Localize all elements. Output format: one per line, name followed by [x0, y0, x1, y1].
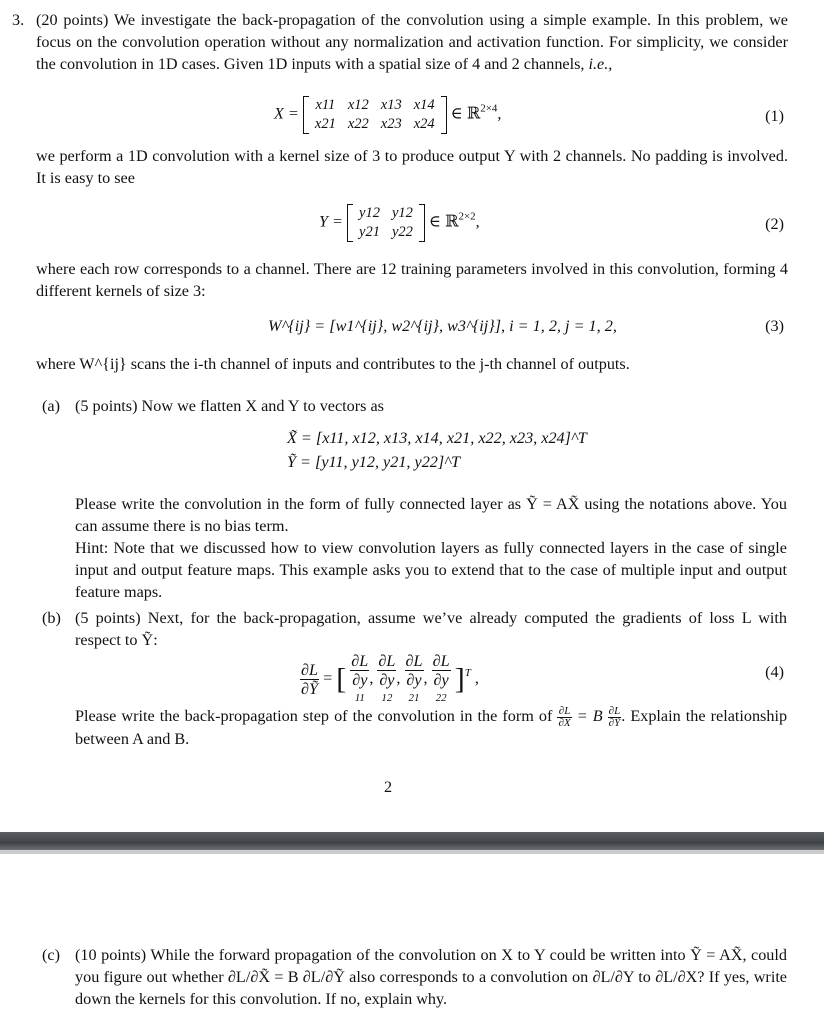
y21-cell: y21 — [359, 224, 380, 240]
intro-text: (20 points) We investigate the back-propagation of the convolution using a simple example. In this problem, we focus on the convolution operation without any normalization and activation function. For simplicity, we consider the convolution in 1D cases. Given 1D inputs with a spatial size of 4 and 2 channels, — [36, 11, 788, 73]
eq2-trail: , — [475, 212, 480, 231]
ie-text: i.e., — [588, 54, 613, 73]
eq2-lhs: Y = — [319, 212, 343, 231]
x12-cell: x12 — [347, 97, 369, 113]
eq1-trail: , — [497, 104, 502, 123]
eq3-body: W^{ij} = [w1^{ij}, w2^{ij}, w3^{ij}], i = 1, 2, j = 1, 2, — [268, 317, 617, 335]
matrix-x — [303, 96, 447, 134]
eq1-lhs: X = — [274, 104, 299, 123]
part-c-label: (c) — [42, 946, 60, 964]
part-c-text: (10 points) While the forward propagation of the convolution on X to Y could be written into Ỹ = AX̃, could you figure out whether ∂L/∂X̃ = B ∂L/∂Ỹ also corresponds to a convolution on ∂L/∂Y to ∂L/∂X? If yes, write down the kernels for this convolution. If no, explain why. — [75, 946, 787, 1008]
equation-4: $\frac{\partial L}{\text{∂Ỹ}}$ = [ ∂L ∂y 11 , ∂L ∂y 12 , ∂L ∂y 21 , ∂L ∂y 22 ]$^T$ , (4) — [301, 652, 784, 704]
part-a-intro: (5 points) Now we flatten X and Y to vectors as — [75, 397, 384, 415]
question-intro — [36, 10, 788, 75]
eq3-number: (3) — [765, 317, 784, 335]
x-tilde-vector: X̃ = [x11, x12, x13, x14, x21, x22, x23, x24]^T — [287, 429, 587, 447]
question-number: 3. — [12, 11, 25, 29]
x11-cell: x11 — [315, 97, 336, 113]
y12-cell: y12 — [391, 205, 413, 221]
page-separator — [0, 832, 824, 850]
eq1-number: (1) — [765, 107, 784, 125]
x24-cell: x24 — [413, 116, 435, 132]
part-b-body-start: Please write the back-propagation step of the convolution in the form of — [75, 707, 553, 726]
y11-cell: y12 — [359, 205, 380, 221]
part-a-label: (a) — [42, 397, 60, 415]
eq1-rhs: ∈ ℝ — [450, 104, 481, 123]
x22-cell: x22 — [347, 116, 369, 132]
part-a-body: Please write the convolution in the form of fully connected layer as Ỹ = AX̃ using the notations above. You can assume there is no bias term. — [75, 495, 787, 535]
y22-cell: y22 — [391, 224, 413, 240]
page-number: 2 — [383, 778, 393, 796]
part-b-body: Please write the back-propagation step of the convolution in the form of $\frac{\partial L}{\partial X̃}$ = B $\frac{\partial L}{\text{∂Ỹ}}$ . Explain the relationship between A and B. — [75, 705, 788, 748]
eq2-number: (2) — [765, 215, 784, 233]
text-conv-description: we perform a 1D convolution with a kernel size of 3 to produce output Y with 2 channels. No padding is involved. It is easy to see — [36, 147, 788, 187]
x13-cell: x13 — [380, 97, 402, 113]
y-tilde-vector: Ỹ = [y11, y12, y21, y22]^T — [287, 453, 461, 471]
part-b-body-end: Explain the relationship between A and B. — [75, 707, 788, 748]
eq1-dim: 2×4 — [480, 102, 498, 115]
part-a-hint: Hint: Note that we discussed how to view convolution layers as fully connected layers in the case of single input and output feature maps. This example asks you to extend that to the case of multiple input and output feature maps. — [75, 539, 787, 601]
x14-cell: x14 — [413, 97, 435, 113]
eq4-number: (4) — [765, 663, 784, 681]
equation-1 — [36, 96, 788, 140]
part-b-label: (b) — [42, 609, 61, 627]
equation-3 — [36, 316, 788, 346]
text-parameters: where each row corresponds to a channel. There are 12 training parameters involved in this convolution, forming 4 different kernels of size 3: — [36, 260, 788, 300]
eq2-dim: 2×2 — [458, 210, 476, 223]
dl-dytilde: $\frac{\partial L}{\text{∂Ỹ}}$ — [301, 661, 319, 698]
x21-cell: x21 — [314, 116, 336, 132]
x23-cell: x23 — [380, 116, 402, 132]
matrix-y — [347, 204, 425, 242]
eq2-rhs: ∈ ℝ — [428, 212, 459, 231]
text-kernel-scan: where W^{ij} scans the i-th channel of inputs and contributes to the j-th channel of outputs. — [36, 355, 630, 373]
equation-2 — [36, 204, 788, 248]
page-2 — [0, 854, 824, 1024]
part-b-intro: (5 points) Next, for the back-propagation, assume we’ve already computed the gradients of loss L with respect to Ỹ: — [75, 609, 787, 649]
